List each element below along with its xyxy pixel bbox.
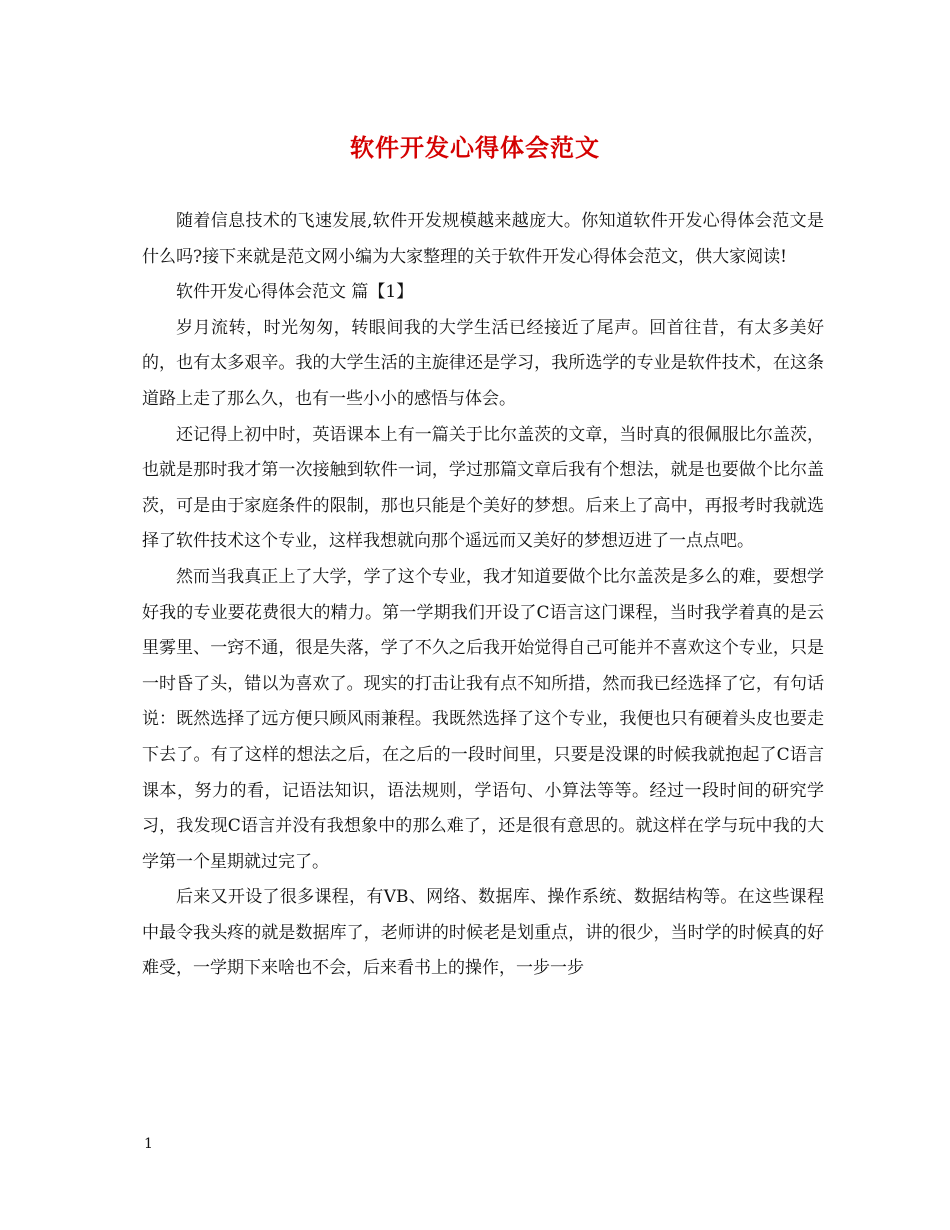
document-body (142, 204, 824, 987)
paragraph: 后来又开设了很多课程，有VB、网络、数据库、操作系统、数据结构等。在这些课程中最令我头疼的就是数据库了，老师讲的时候老是划重点，讲的很少，当时学的时候真的好难受，一学期下来啥也不会，后来看书上的操作，一步一步 (142, 887, 824, 979)
paragraph: 然而当我真正上了大学，学了这个专业，我才知道要做个比尔盖茨是多么的难，要想学好我的专业要花费很大的精力。第一学期我们开设了C语言这门课程，当时我学着真的是云里雾里、一窍不通，很是失落，学了不久之后我开始觉得自己可能并不喜欢这个专业，只是一时昏了头，错以为喜欢了。现实的打击让我有点不知所措，然而我已经选择了它，有句话说：既然选择了远方便只顾风雨兼程。我既然选择了这个专业，我便也只有硬着头皮也要走下去了。有了这样的想法之后，在之后的一段时间里，只要是没课的时候我就抱起了C语言课本，努力的看，记语法知识，语法规则，学语句、小算法等等。经过一段时间的研究学习，我发现C语言并没有我想象中的那么难了，还是很有意思的。就这样在学与玩中我的大学第一个星期就过完了。 (142, 566, 824, 872)
section-heading: 软件开发心得体会范文 篇【1】 (176, 282, 414, 303)
page-number: 1 (144, 1136, 153, 1152)
document-title: 软件开发心得体会范文 (350, 133, 600, 162)
paragraph: 还记得上初中时，英语课本上有一篇关于比尔盖茨的文章，当时真的很佩服比尔盖茨，也就是那时我才第一次接触到软件一词，学过那篇文章后我有个想法，就是也要做个比尔盖茨，可是由于家庭条件的限制，那也只能是个美好的梦想。后来上了高中，再报考时我就选择了软件技术这个专业，这样我想就向那个遥远而又美好的梦想迈进了一点点吧。 (142, 424, 824, 552)
paragraph: 岁月流转，时光匆匆，转眼间我的大学生活已经接近了尾声。回首往昔，有太多美好的，也有太多艰辛。我的大学生活的主旋律还是学习，我所选学的专业是软件技术，在这条道路上走了那么久，也有一些小小的感悟与体会。 (142, 317, 824, 409)
paragraph-intro: 随着信息技术的飞速发展,软件开发规模越来越庞大。你知道软件开发心得体会范文是什么吗?接下来就是范文网小编为大家整理的关于软件开发心得体会范文，供大家阅读! (142, 211, 824, 267)
